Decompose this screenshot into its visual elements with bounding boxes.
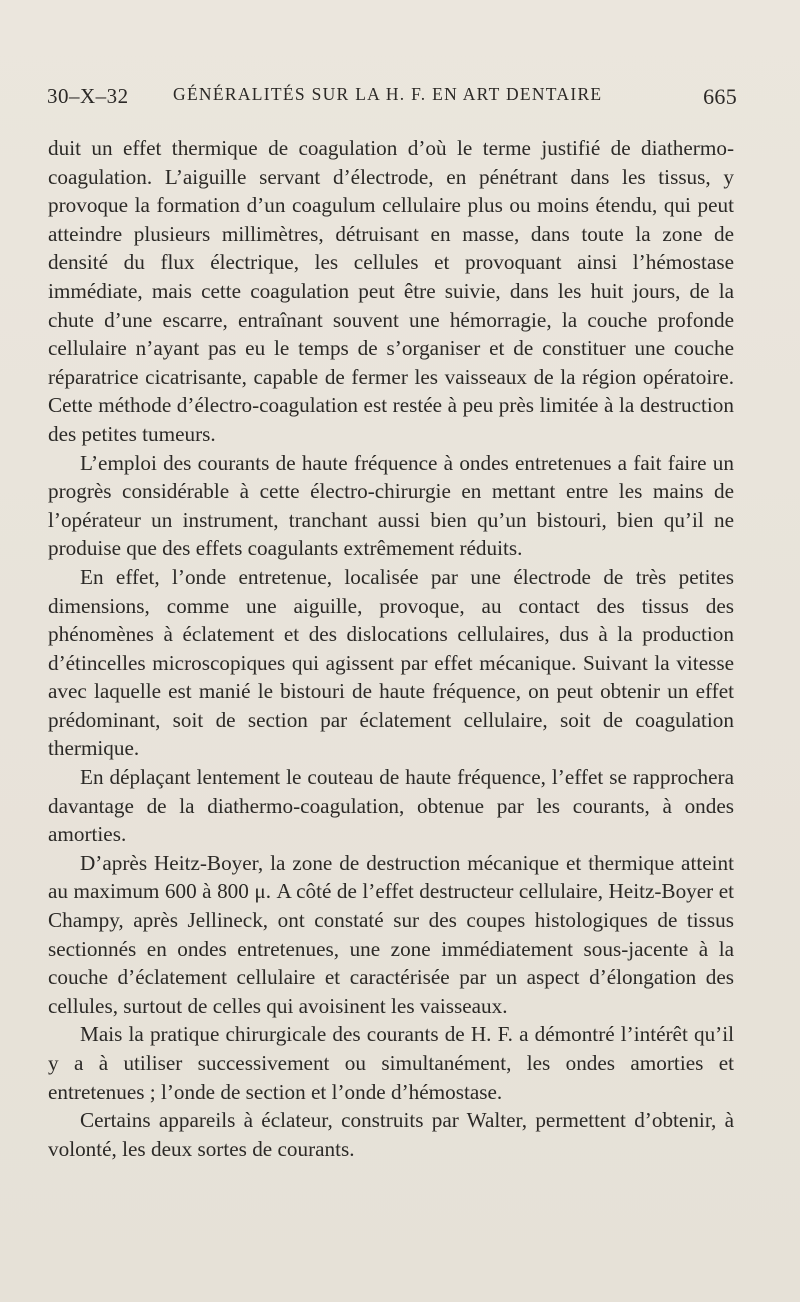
page-number: 665 — [703, 84, 737, 109]
paragraph-1: duit un effet thermique de coagulation d’où le terme justifié de diathermo-coagulation. L’aiguille servant d’électrode, en pénétrant dans les tissus, y provoque la formation d’un coagulum cellulaire plus ou moins étendu, qui peut atteindre plusieurs millimètres, détruisant en masse, dans toute la zone de densité du flux électrique, les cellules et provoquant ainsi l’hémostase immédiate, mais cette coagulation peut être suivie, dans les huit jours, de la chute d’une escarre, entraînant souvent une hémorragie, la couche profonde cellulaire n’ayant pas eu le temps de s’organiser et de constituer une couche réparatrice cicatrisante, capable de fermer les vaisseaux de la région opératoire. Cette méthode d’électro-coagulation est restée à peu près limitée à la destruction des petites tumeurs. — [48, 136, 734, 446]
body-text — [48, 134, 734, 1163]
paragraph-2: L’emploi des courants de haute fréquence à ondes entretenues a fait faire un progrès considérable à cette électro-chirurgie en mettant entre les mains de l’opérateur un instrument, tranchant aussi bien qu’un bistouri, bien qu’il ne produise que des effets coagulants extrêmement réduits. — [48, 450, 734, 561]
paragraph-5: D’après Heitz-Boyer, la zone de destruction mécanique et thermique atteint au maximum 600 à 800 μ. A côté de l’effet destructeur cellulaire, Heitz-Boyer et Champy, après Jellineck, ont constaté sur des coupes histologiques de tissus sectionnés en ondes entretenues, une zone immédiatement sous-jacente à la couche d’éclatement cellulaire et caractérisée par un aspect d’élongation des cellules, surtout de celles qui avoisinent les vaisseaux. — [48, 850, 734, 1018]
header-date: 30–X–32 — [47, 84, 129, 108]
paragraph-4: En déplaçant lentement le couteau de haute fréquence, l’effet se rapprochera davantage de la diathermo-coagulation, obtenue par les courants, à ondes amorties. — [48, 765, 734, 847]
paragraph-3: En effet, l’onde entretenue, localisée par une électrode de très petites dimensions, comme une aiguille, provoque, au contact des tissus des phénomènes à éclatement et des dislocations cellulaires, dus à la production d’étincelles microscopiques qui agissent par effet mécanique. Suivant la vitesse avec laquelle est manié le bistouri de haute fréquence, on peut obtenir un effet prédominant, soit de section par éclatement cellulaire, soit de coagulation thermique. — [48, 564, 734, 761]
paragraph-6: Mais la pratique chirurgicale des courants de H. F. a démontré l’intérêt qu’il y a à utiliser successivement ou simultanément, les ondes amorties et entretenues ; l’onde de section et l’onde d’hémostase. — [48, 1022, 734, 1104]
header-title: GÉNÉRALITÉS SUR LA H. F. EN ART DENTAIRE — [173, 84, 603, 104]
paragraph-7: Certains appareils à éclateur, construits par Walter, permettent d’obtenir, à volonté, les deux sortes de courants. — [48, 1108, 734, 1161]
running-header — [47, 84, 737, 118]
